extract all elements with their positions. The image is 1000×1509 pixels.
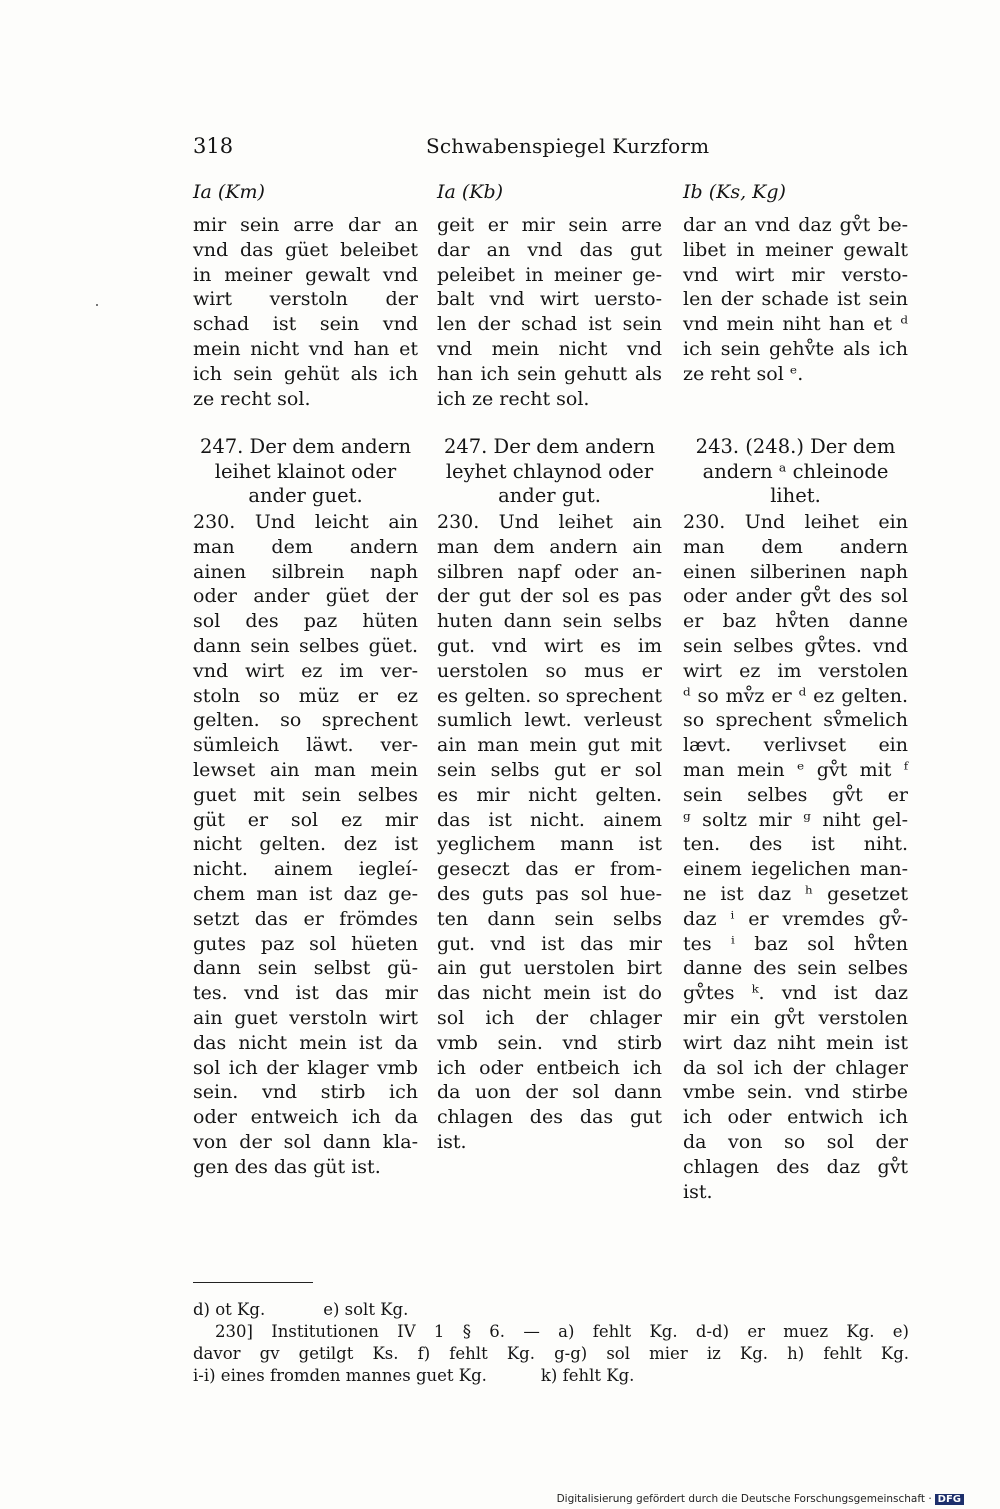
body-line: lewset ain man mein	[193, 758, 418, 781]
footnotes	[193, 1299, 909, 1387]
body-line: man dem andern	[193, 535, 418, 558]
heading-line: 247. Der dem andern	[443, 435, 656, 458]
body-line: ainen silbrein naph	[193, 560, 418, 583]
continuation-line: libet in meiner gewalt	[683, 238, 908, 261]
continuation-line: len der schad ist sein	[437, 313, 662, 336]
body-line: dann sein selbst gü-	[193, 957, 418, 980]
body-line: oder ander güet der	[193, 585, 418, 608]
body-line: nicht gelten. dez ist	[193, 833, 418, 856]
heading-line: ander gut.	[498, 484, 601, 507]
body-line: lævt. verlivset ein	[683, 734, 908, 757]
body-line: sein selbes gv̊tes. vnd	[683, 634, 908, 657]
body-line: wirt daz niht mein ist	[683, 1031, 908, 1054]
continuation-line: peleibet in meiner ge-	[437, 263, 662, 286]
body-line: ich oder entbeich ich	[437, 1056, 662, 1079]
continuation-line: dar an vnd daz gv̊t be-	[683, 214, 908, 236]
body-line: einem iegelichen man-	[683, 858, 908, 881]
body-line: das ist nicht. ainem	[437, 808, 662, 831]
body-line: da sol ich der chlager	[683, 1056, 908, 1079]
footnote-rule	[193, 1282, 313, 1283]
section-heading-kb	[437, 435, 662, 509]
body-line: dann sein selbes güet.	[193, 634, 418, 657]
heading-line: leyhet chlaynod oder	[445, 459, 654, 483]
body-line: wirt ez im verstolen	[683, 659, 908, 682]
body-line: chem man ist daz ge-	[193, 882, 418, 905]
body-line: huten dann sein selbs	[437, 610, 662, 633]
footnote-line-1: d) ot Kg. e) solt Kg.	[193, 1300, 409, 1319]
body-line: das nicht mein ist do	[437, 982, 662, 1005]
body-text-ks-kg	[683, 510, 908, 1204]
continuation-line: geit er mir sein arre	[437, 214, 662, 236]
body-line: mir ein gv̊t verstolen	[683, 1006, 908, 1029]
body-line: sumlich lewt. verleust	[437, 709, 662, 732]
body-line: man mein ᵉ gv̊t mit ᶠ	[683, 758, 908, 781]
continuation-line: len der schade ist sein	[683, 288, 908, 311]
continuation-line: vnd das güet beleibet	[193, 238, 418, 261]
continuation-line: han ich sein gehutt als	[437, 362, 662, 385]
body-line: ain man mein gut mit	[437, 734, 662, 757]
body-line: 230. Und leihet ein	[683, 511, 908, 533]
body-line: daz ⁱ er vremdes gv̊-	[683, 907, 908, 930]
body-line: ist.	[437, 1130, 467, 1153]
continuation-line: schad ist sein vnd	[193, 313, 418, 336]
body-line: man dem andern ain	[437, 535, 662, 558]
body-line: setzt das er frömdes	[193, 907, 418, 930]
running-title: Schwabenspiegel Kurzform	[426, 134, 710, 158]
body-line: silbren napf oder an-	[437, 560, 662, 583]
continuation-text-km	[193, 213, 418, 411]
section-heading-ks-kg	[683, 435, 908, 509]
body-line: einen silberinen naph	[683, 560, 908, 583]
body-line: tes ⁱ baz sol hv̊ten	[683, 932, 908, 955]
continuation-text-kb	[437, 213, 662, 411]
body-line: ᵍ soltz mir ᵍ niht gel-	[683, 808, 908, 831]
body-line: 230. Und leihet ain	[437, 511, 662, 533]
body-line: oder entweich ich da	[193, 1106, 418, 1129]
body-line: gen des das güt ist.	[193, 1155, 381, 1178]
body-line: geseczt das er from-	[437, 858, 662, 881]
body-line: ne ist daz ʰ gesetzet	[683, 882, 908, 905]
body-line: chlagen des das gut	[437, 1106, 662, 1129]
body-line: ich oder entwich ich	[683, 1106, 908, 1129]
continuation-line: dar an vnd das gut	[437, 238, 662, 261]
column-head-km: Ia (Km)	[193, 181, 265, 203]
continuation-line: ze recht sol.	[193, 387, 311, 410]
section-heading-km	[193, 435, 418, 509]
body-line: sol ich der klager vmb	[193, 1056, 418, 1079]
column-head-kb: Ia (Kb)	[437, 181, 504, 203]
continuation-line: vnd mein nicht vnd	[437, 337, 662, 360]
heading-line: ander guet.	[248, 484, 363, 507]
body-line: vnd wirt ez im ver-	[193, 659, 418, 682]
body-line: sein selbes gv̊t er	[683, 783, 908, 806]
body-line: es mir nicht gelten.	[437, 783, 662, 806]
body-line: vmbe sein. vnd stirbe	[683, 1081, 908, 1104]
continuation-text-ks-kg	[683, 213, 908, 387]
body-line: gv̊tes ᵏ. vnd ist daz	[683, 982, 908, 1005]
heading-line: 247. Der dem andern	[199, 435, 412, 458]
body-line: chlagen des daz gv̊t	[683, 1155, 908, 1178]
body-line: sol ich der chlager	[437, 1006, 662, 1029]
body-line: tes. vnd ist das mir	[193, 982, 418, 1005]
body-line: uerstolen so mus er	[437, 659, 662, 682]
footnote-line-3: davor gv getilgt Ks. f) fehlt Kg. g-g) sol mier iz Kg. h) fehlt Kg.	[193, 1344, 909, 1363]
continuation-line: ich ze recht sol.	[437, 387, 590, 410]
digitization-credit: Digitalisierung gefördert durch die Deutsche Forschungsgemeinschaft · DFG	[557, 1493, 964, 1505]
body-line: stoln so müz er ez	[193, 684, 418, 707]
continuation-line: mir sein arre dar an	[193, 214, 418, 236]
body-line: des guts pas sol hue-	[437, 882, 662, 905]
body-line: nicht. ainem iegleí-	[193, 858, 418, 881]
body-line: man dem andern	[683, 535, 908, 558]
heading-line: 243. (248.) Der dem	[695, 435, 896, 458]
body-line: gut. vnd wirt es im	[437, 634, 662, 657]
body-line: sein selbs gut er sol	[437, 758, 662, 781]
continuation-line: ze reht sol ᵉ.	[683, 362, 804, 385]
body-line: danne des sein selbes	[683, 957, 908, 980]
continuation-line: ich sein gehv̊te als ich	[683, 337, 908, 360]
body-line: so sprechent sv̊melich	[683, 709, 908, 732]
body-line: er baz hv̊ten danne	[683, 610, 908, 633]
body-line: es gelten. so sprechent	[437, 684, 662, 707]
column-head-ks-kg: Ib (Ks, Kg)	[683, 181, 786, 203]
heading-line: leihet klainot oder	[214, 459, 397, 483]
continuation-line: balt vnd wirt uersto-	[437, 288, 662, 311]
body-line: güt er sol ez mir	[193, 808, 418, 831]
dfg-logo: DFG	[935, 1494, 964, 1505]
body-line: das nicht mein ist da	[193, 1031, 418, 1054]
body-line: gut. vnd ist das mir	[437, 932, 662, 955]
body-line: da von so sol der	[683, 1130, 908, 1153]
body-line: ain guet verstoln wirt	[193, 1006, 418, 1029]
heading-line: andern ᵃ chleinode	[702, 459, 889, 483]
footnote-line-4: i-i) eines fromden mannes guet Kg. k) fehlt Kg.	[193, 1366, 635, 1385]
body-line: gelten. so sprechent	[193, 709, 418, 732]
body-text-kb	[437, 510, 662, 1155]
footnote-line-2: 230] Institutionen IV 1 § 6. — a) fehlt Kg. d-d) er muez Kg. e)	[215, 1322, 909, 1341]
continuation-line: vnd mein niht han et ᵈ	[683, 313, 908, 336]
body-line: da uon der sol dann	[437, 1081, 662, 1104]
body-line: oder ander gv̊t des sol	[683, 585, 908, 608]
body-line: sümleich läwt. ver-	[193, 734, 418, 757]
heading-line: lihet.	[770, 484, 821, 507]
continuation-line: in meiner gewalt vnd	[193, 263, 418, 286]
body-line: der gut der sol es pas	[437, 585, 662, 608]
body-line: vmb sein. vnd stirb	[437, 1031, 662, 1054]
body-line: ten dann sein selbs	[437, 907, 662, 930]
continuation-line: ich sein gehüt als ich	[193, 362, 418, 385]
scan-speck	[96, 304, 98, 306]
body-line: ain gut uerstolen birt	[437, 957, 662, 980]
body-line: yeglichem mann ist	[437, 833, 662, 856]
continuation-line: mein nicht vnd han et	[193, 337, 418, 360]
continuation-line: wirt verstoln der	[193, 288, 418, 311]
body-line: ten. des ist niht.	[683, 833, 908, 856]
body-line: 230. Und leicht ain	[193, 511, 418, 533]
body-line: sein. vnd stirb ich	[193, 1081, 418, 1104]
body-line: gutes paz sol hüeten	[193, 932, 418, 955]
body-line: ᵈ so mv̊z er ᵈ ez gelten.	[683, 684, 908, 707]
body-line: guet mit sein selbes	[193, 783, 418, 806]
body-line: sol des paz hüten	[193, 610, 418, 633]
continuation-line: vnd wirt mir versto-	[683, 263, 908, 286]
body-line: ist.	[683, 1180, 713, 1203]
body-text-km	[193, 510, 418, 1180]
body-line: von der sol dann kla-	[193, 1130, 418, 1153]
page-number: 318	[193, 134, 234, 158]
